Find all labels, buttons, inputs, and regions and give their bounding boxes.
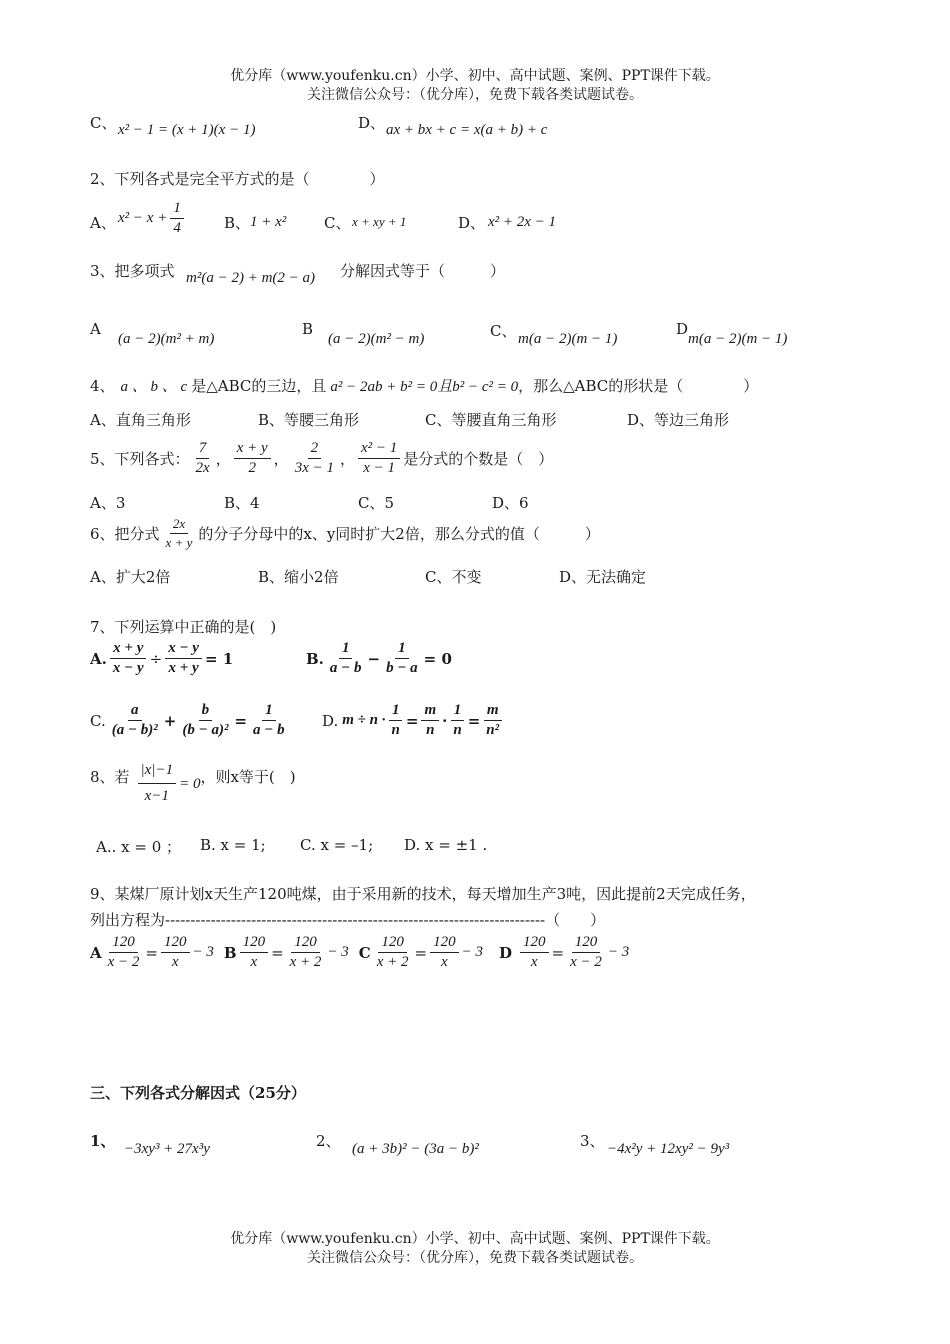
q9-option-b-label: B <box>223 943 237 962</box>
q3-option-d-expr: m(a − 2)(m − 1) <box>688 331 788 347</box>
q2-option-a-num: 1 <box>170 200 184 219</box>
q3-stem-expr: m²(a − 2) + m(2 − a) <box>186 270 316 286</box>
q7-b-frac-1-num: 1 <box>339 640 353 659</box>
q3-stem-post: 分解因式等于（ ） <box>340 262 506 280</box>
q1-option-c-expr: x² − 1 = (x + 1)(x − 1) <box>118 122 256 138</box>
section-3-title: 三、下列各式分解因式（25分） <box>90 1084 306 1102</box>
q8-option-c: C. x = –1; <box>300 836 374 854</box>
q2-option-b-label: B、 <box>224 214 251 232</box>
q2-option-c-label: C、 <box>324 214 351 232</box>
q9-c-frac-2-num: 120 <box>430 934 459 953</box>
q3-option-a-expr: (a − 2)(m² + m) <box>118 331 215 347</box>
q7-b-frac-2 <box>383 640 421 677</box>
q7-d-frac-4 <box>483 702 502 739</box>
q2-option-d-expr: x² + 2x − 1 <box>488 214 557 230</box>
q9-d-frac-2 <box>567 934 605 971</box>
q4-vars: a 、 b 、 c <box>120 379 188 395</box>
q5-separator-2: ， <box>273 450 289 468</box>
section-3-problem-1-expr: −3xy³ + 27x³y <box>124 1141 210 1157</box>
q2-option-b-expr: 1 + x² <box>250 214 287 230</box>
q6-stem-post: 的分子分母中的x、y同时扩大2倍，那么分式的值（ ） <box>198 525 600 543</box>
q5-stem-pre: 5、下列各式： <box>90 450 190 468</box>
q7-option-c <box>90 702 291 739</box>
q9-c-frac-2 <box>430 934 459 971</box>
q7-a-result: = 1 <box>204 649 234 668</box>
q7-d-equals-1: = <box>405 711 419 730</box>
q7-c-frac-1 <box>109 702 161 739</box>
q7-c-frac-1-num: a <box>128 702 142 721</box>
q1-option-d-expr: ax + bx + c = x(a + b) + c <box>386 122 548 138</box>
q2-option-a-fraction <box>170 200 184 237</box>
q7-d-frac-3-den: n <box>453 722 462 738</box>
q9-c-frac-1 <box>374 934 412 971</box>
q7-a-frac-1-num: x + y <box>110 640 146 659</box>
q4-stem-mid: 是△ABC的三边，且 <box>191 377 327 395</box>
q5-fraction-1 <box>193 440 213 477</box>
q6-fraction <box>163 516 196 551</box>
q9-a-frac-1 <box>105 934 143 971</box>
q9-c-frac-1-den: x + 2 <box>376 954 409 970</box>
q7-c-frac-3-num: 1 <box>262 702 276 721</box>
q9-d-tail: − 3 <box>607 944 630 960</box>
q6-option-b: B、缩小2倍 <box>258 568 339 586</box>
q5-option-d: D、6 <box>492 494 529 512</box>
q9-a-frac-1-num: 120 <box>109 934 138 953</box>
q7-d-frac-1-num: 1 <box>389 702 403 721</box>
q8-stem <box>90 762 296 805</box>
q3-option-b-label: B <box>302 320 314 338</box>
q4-stem <box>90 375 758 396</box>
q7-d-frac-1 <box>389 702 403 739</box>
footer-line-2: 关注微信公众号：（优分库），免费下载各类试题试卷。 <box>307 1250 643 1266</box>
q9-a-equals: = <box>145 943 158 962</box>
q9-c-frac-2-den: x <box>441 954 448 970</box>
q9-a-frac-1-den: x − 2 <box>107 954 140 970</box>
q7-c-frac-2-num: b <box>199 702 213 721</box>
q7-option-a-label: A. <box>90 649 107 668</box>
q4-condition: a² − 2ab + b² = 0且b² − c² = 0 <box>330 379 519 395</box>
q9-d-equals: = <box>551 943 565 962</box>
q7-d-frac-3 <box>450 702 464 739</box>
q5-separator-1: ， <box>215 450 231 468</box>
q6-fraction-num: 2x <box>170 516 188 534</box>
q3-option-d-label: D <box>676 320 689 338</box>
q9-stem-line-2: 列出方程为---------------------------------------------------------------------------（ ） <box>90 911 606 929</box>
q7-option-c-label: C. <box>90 711 106 730</box>
q9-d-frac-2-num: 120 <box>572 934 601 953</box>
q9-options <box>90 934 629 971</box>
q7-a-operator: ÷ <box>149 649 163 668</box>
q7-b-frac-2-den: b − a <box>386 660 418 676</box>
q6-option-c: C、不变 <box>425 568 482 586</box>
q6-option-a: A、扩大2倍 <box>90 568 171 586</box>
q5-fraction-4 <box>358 440 400 477</box>
q5-fraction-1-num: 7 <box>196 440 210 459</box>
q7-c-frac-2-den: (b − a)² <box>182 722 229 738</box>
q9-c-frac-1-num: 120 <box>378 934 407 953</box>
q9-b-frac-1-num: 120 <box>240 934 269 953</box>
q8-fraction-den: x−1 <box>144 788 169 804</box>
q4-option-b: B、等腰三角形 <box>258 411 360 429</box>
q8-fraction-num: |x|−1 <box>138 762 177 784</box>
header-line-1: 优分库（www.youfenku.cn）小学、初中、高中试题、案例、PPT课件下载。 <box>230 68 720 84</box>
q9-a-frac-2-num: 120 <box>161 934 190 953</box>
q5-fraction-4-den: x − 1 <box>363 460 396 476</box>
section-3-problem-1-label: 1、 <box>90 1132 116 1150</box>
q7-c-operator: + <box>163 711 177 730</box>
q9-d-frac-1-den: x <box>530 954 538 970</box>
q9-option-c-label: C <box>358 943 371 962</box>
q9-c-tail: − 3 <box>461 944 483 960</box>
q8-option-d: D. x = ±1 . <box>404 836 488 854</box>
q3-option-c-expr: m(a − 2)(m − 1) <box>518 331 618 347</box>
q3-option-a-label: A <box>90 320 101 338</box>
section-3-problem-2-expr: (a + 3b)² − (3a − b)² <box>352 1141 479 1157</box>
q3-stem-pre: 3、把多项式 <box>90 262 175 280</box>
q5-stem <box>90 440 553 477</box>
q3-option-b-expr: (a − 2)(m² − m) <box>328 331 425 347</box>
q8-option-a: A.. x = 0 ； <box>96 838 182 856</box>
q2-option-a-den: 4 <box>173 220 181 236</box>
q7-c-frac-3-den: a − b <box>253 722 285 738</box>
q7-d-frac-2-num: m <box>421 702 439 721</box>
q9-b-frac-2-num: 120 <box>291 934 320 953</box>
q8-option-b: B. x = 1; <box>200 836 266 854</box>
q9-stem-line-1: 9、某煤厂原计划x天生产120吨煤，由于采用新的技术，每天增加生产3吨，因此提前2天完成任务， <box>90 885 756 903</box>
q9-a-frac-2-den: x <box>171 954 179 970</box>
q7-d-frac-2 <box>421 702 439 739</box>
q9-b-tail: − 3 <box>327 944 349 960</box>
q6-option-d: D、无法确定 <box>559 568 647 586</box>
q7-c-frac-2 <box>179 702 231 739</box>
q2-option-d-label: D、 <box>458 214 486 232</box>
q5-option-a: A、3 <box>90 494 126 512</box>
q9-b-frac-1 <box>240 934 269 971</box>
q7-b-operator: − <box>367 649 381 668</box>
q9-d-frac-1 <box>520 934 549 971</box>
q8-equals-zero: = 0 <box>179 776 201 792</box>
q2-stem: 2、下列各式是完全平方式的是（ ） <box>90 170 385 188</box>
q9-b-frac-2-den: x + 2 <box>289 954 322 970</box>
footer-line-1: 优分库（www.youfenku.cn）小学、初中、高中试题、案例、PPT课件下载。 <box>230 1231 720 1247</box>
q5-option-b: B、4 <box>224 494 260 512</box>
q4-stem-pre: 4、 <box>90 377 115 395</box>
q7-option-a <box>90 640 233 677</box>
q7-c-frac-3 <box>250 702 288 739</box>
header-line-2: 关注微信公众号：（优分库），免费下载各类试题试卷。 <box>307 87 643 103</box>
q7-a-frac-1 <box>110 640 147 677</box>
q6-stem-pre: 6、把分式 <box>90 525 160 543</box>
q7-b-result: = 0 <box>423 649 452 668</box>
q7-d-frac-3-num: 1 <box>451 702 465 721</box>
q9-b-equals: = <box>271 943 284 962</box>
q9-d-frac-2-den: x − 2 <box>570 954 602 970</box>
q9-a-frac-2 <box>161 934 190 971</box>
q7-b-frac-1-den: a − b <box>329 660 362 676</box>
q7-option-d-label: D. <box>322 711 339 730</box>
q5-fraction-2 <box>234 440 271 477</box>
q7-b-frac-1 <box>327 640 365 677</box>
q6-stem <box>90 516 600 551</box>
q8-stem-post: ，则x等于( ) <box>200 768 296 786</box>
q4-option-c: C、等腰直角三角形 <box>425 411 557 429</box>
q7-a-frac-2-den: x + y <box>168 660 199 676</box>
q7-d-equals-2: = <box>467 711 481 730</box>
q9-b-frac-1-den: x <box>250 954 258 970</box>
q6-fraction-den: x + y <box>165 535 193 550</box>
q5-stem-post: 是分式的个数是（ ） <box>403 450 554 468</box>
q7-d-prefix: m ÷ n · <box>342 712 386 728</box>
q4-stem-post: ，那么△ABC的形状是（ ） <box>518 377 759 395</box>
q7-a-frac-2 <box>165 640 202 677</box>
q5-option-c: C、5 <box>358 494 395 512</box>
q5-fraction-1-den: 2x <box>195 460 210 476</box>
q2-option-a-label: A、 <box>90 214 116 232</box>
section-3-problem-3-expr: −4x²y + 12xy² − 9y³ <box>607 1141 730 1157</box>
q2-option-a <box>118 200 187 237</box>
q7-c-frac-1-den: (a − b)² <box>111 722 158 738</box>
section-3-problem-2-label: 2、 <box>316 1132 341 1150</box>
q7-d-frac-1-den: n <box>391 722 400 738</box>
q7-b-frac-2-num: 1 <box>395 640 409 659</box>
q1-option-c-label: C、 <box>90 114 117 132</box>
q9-d-frac-1-num: 120 <box>520 934 549 953</box>
q2-option-a-pre: x² − x + <box>118 210 168 226</box>
q7-option-b <box>306 640 452 677</box>
q9-c-equals: = <box>414 943 428 962</box>
q9-option-d-label: D <box>498 943 512 962</box>
q7-d-frac-4-den: n² <box>486 722 500 738</box>
q5-fraction-3-den: 3x − 1 <box>294 460 334 476</box>
q7-option-b-label: B. <box>306 649 324 668</box>
q5-fraction-4-num: x² − 1 <box>358 440 400 459</box>
q7-a-frac-1-den: x − y <box>112 660 144 676</box>
q7-option-d <box>322 702 505 739</box>
q7-a-frac-2-num: x − y <box>165 640 202 659</box>
q7-d-frac-4-num: m <box>484 702 502 721</box>
q9-b-frac-2 <box>287 934 325 971</box>
q7-stem: 7、下列运算中正确的是( ) <box>90 618 277 636</box>
q5-fraction-2-num: x + y <box>234 440 271 459</box>
q5-fraction-3-num: 2 <box>308 440 322 459</box>
q7-d-dot: · <box>442 711 448 730</box>
q9-a-tail: − 3 <box>192 944 214 960</box>
q7-c-equals: = <box>234 711 248 730</box>
q3-option-c-label: C、 <box>490 322 517 340</box>
q9-option-a-label: A <box>90 943 102 962</box>
section-3-problem-3-label: 3、 <box>580 1132 605 1150</box>
q1-option-d-label: D、 <box>358 114 386 132</box>
q7-d-frac-2-den: n <box>426 722 435 738</box>
q5-fraction-3 <box>292 440 337 477</box>
q5-separator-3: ， <box>339 450 355 468</box>
q8-fraction <box>138 762 177 805</box>
q5-fraction-2-den: 2 <box>248 460 256 476</box>
q2-option-c-expr: x + xy + 1 <box>352 214 407 229</box>
q4-option-a: A、直角三角形 <box>90 411 191 429</box>
q8-stem-pre: 8、若 <box>90 768 130 786</box>
q4-option-d: D、等边三角形 <box>627 411 730 429</box>
